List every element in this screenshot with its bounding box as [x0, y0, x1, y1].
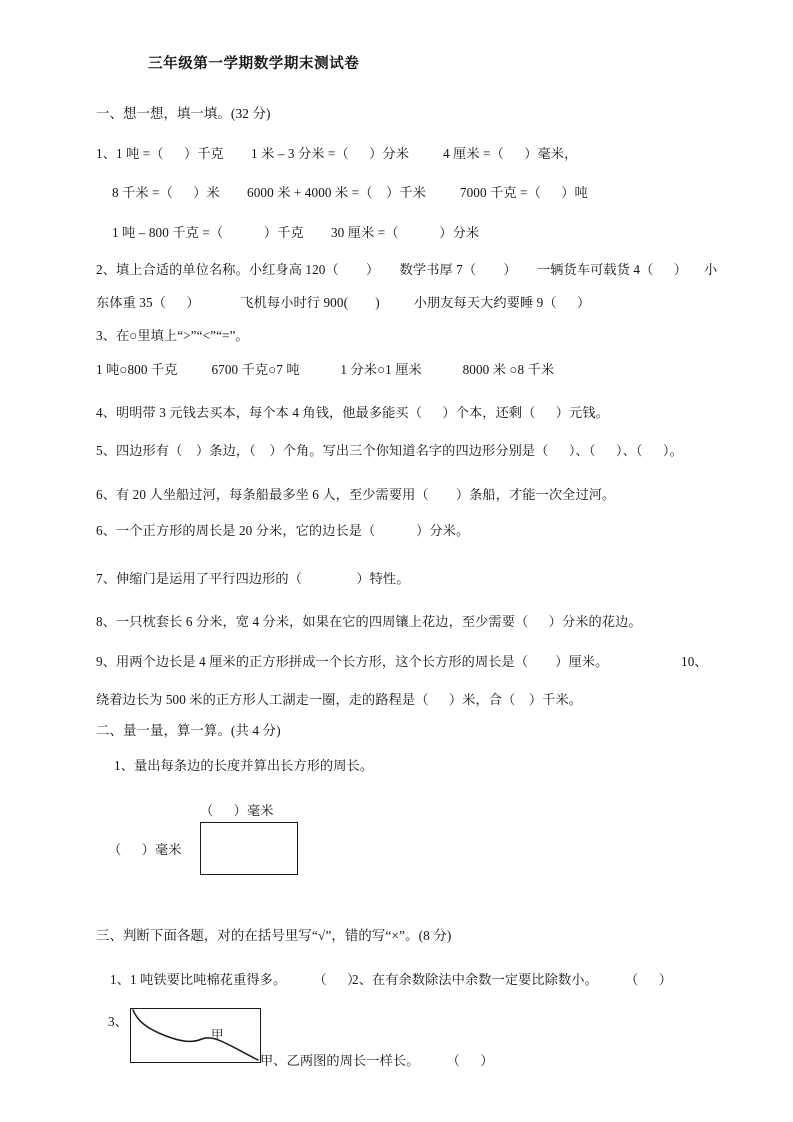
judge-question-1: 1、1 吨铁要比吨棉花重得多。 （ ） [110, 972, 361, 987]
question-10-marker: 10、 [681, 654, 708, 669]
question-6a: 6、有 20 人坐船过河，每条船最多坐 6 人，至少需要用（ ）条船，才能一次全过河。 [96, 487, 616, 502]
judge-question-3-text: 甲、乙两图的周长一样长。 （ ） [260, 1053, 494, 1068]
rectangle-top-label: （ ）毫米 [200, 803, 274, 818]
question-3-line-1: 3、在○里填上“>”“<”“=”。 [96, 328, 249, 343]
section-one-heading: 一、想一想，填一填。(32 分) [96, 106, 271, 121]
question-1-line-3: 1 吨 – 800 千克 =（ ）千克 30 厘米 =（ ）分米 [112, 225, 480, 240]
measurement-rectangle [200, 822, 298, 875]
section-two-heading: 二、量一量，算一算。(共 4 分) [96, 723, 281, 738]
shape-jia-label: 甲 [211, 1028, 224, 1042]
question-4: 4、明明带 3 元钱去买本，每个本 4 角钱，他最多能买（ ）个本，还剩（ ）元钱。 [96, 405, 609, 420]
question-2-line-2: 东体重 35（ ） 飞机每小时行 900( ) 小朋友每天大约要睡 9（ ） [96, 295, 591, 310]
question-6b: 6、一个正方形的周长是 20 分米，它的边长是（ ）分米。 [96, 523, 470, 538]
page-title: 三年级第一学期数学期末测试卷 [148, 56, 360, 72]
question-2-line-1: 2、填上合适的单位名称。小红身高 120（ ） 数学书厚 7（ ） 一辆货车可载货 4（ ） 小 [96, 262, 718, 277]
question-3-line-2: 1 吨○800 千克 6700 千克○7 吨 1 分米○1 厘米 8000 米 ○8 千米 [96, 362, 555, 377]
shape-jia-figure [130, 1008, 261, 1063]
rectangle-left-label: （ ）毫米 [108, 842, 182, 857]
section-three-heading: 三、判断下面各题，对的在括号里写“√”，错的写“×”。(8 分) [96, 928, 452, 943]
question-8: 8、一只枕套长 6 分米，宽 4 分米，如果在它的四周镶上花边，至少需要（ ）分米的花边。 [96, 614, 642, 629]
question-1-line-1: 1、1 吨 =（ ）千克 1 米 – 3 分米 =（ ）分米 4 厘米 =（ ）毫米， [96, 146, 578, 161]
question-10: 绕着边长为 500 米的正方形人工湖走一圈，走的路程是（ ）米，合（ ）千米。 [96, 692, 583, 707]
question-9: 9、用两个边长是 4 厘米的正方形拼成一个长方形，这个长方形的周长是（ ）厘米。 [96, 654, 609, 669]
judge-question-3-marker: 3、 [108, 1014, 128, 1029]
question-1-line-2: 8 千米 =（ ）米 6000 米 + 4000 米 =（ ）千米 7000 千克 =（ ）吨 [112, 185, 588, 200]
judge-question-2: 2、在有余数除法中余数一定要比除数小。 （ ） [352, 972, 672, 987]
question-7: 7、伸缩门是运用了平行四边形的（ ）特性。 [96, 571, 410, 586]
shape-jia-curve [130, 1008, 261, 1063]
section-two-question-1: 1、量出每条边的长度并算出长方形的周长。 [114, 758, 374, 773]
question-5: 5、四边形有（ ）条边，（ ）个角。写出三个你知道名字的四边形分别是（ ）、（ ）、（ ）。 [96, 443, 683, 458]
